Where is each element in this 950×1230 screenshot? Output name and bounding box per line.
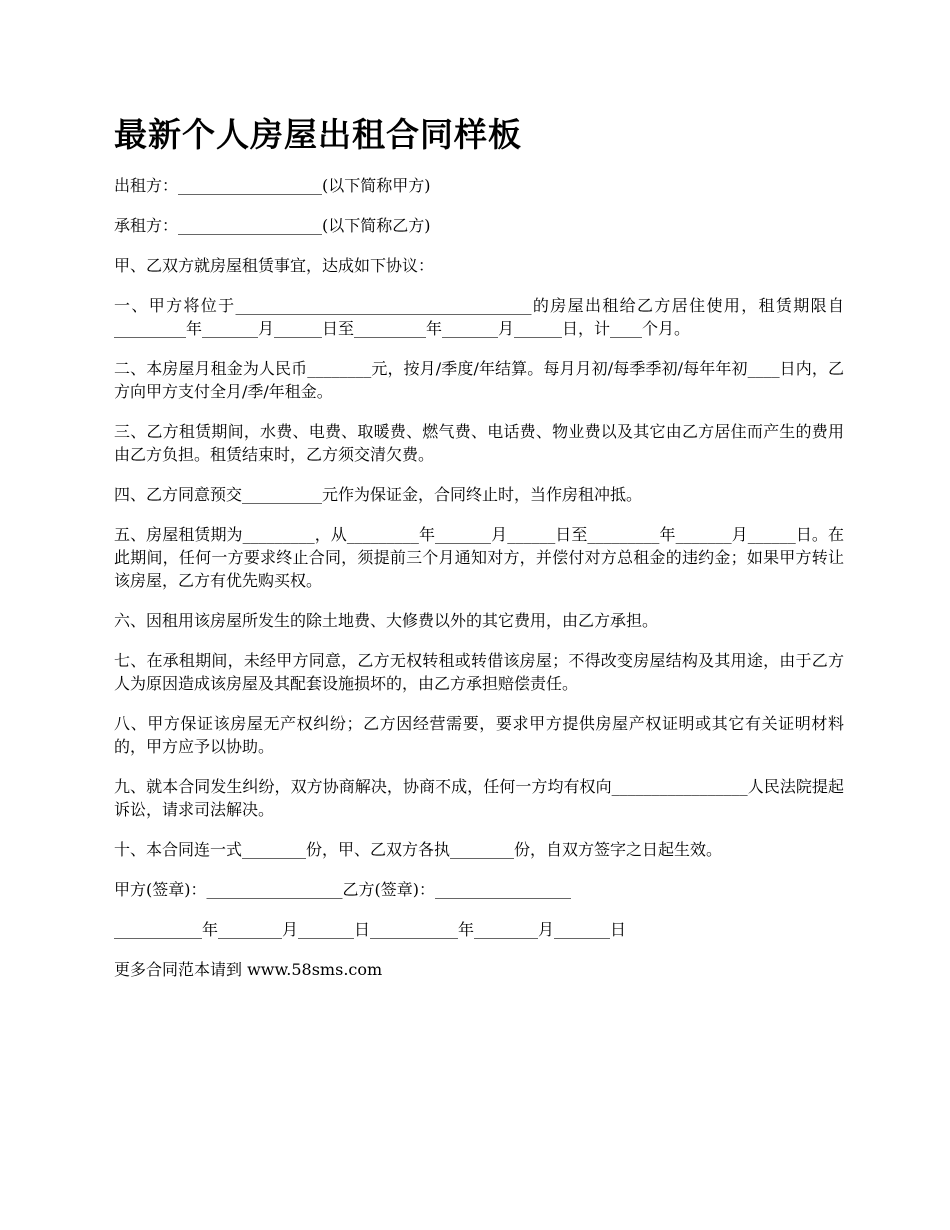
clause-2: 二、本房屋月租金为人民币________元，按月/季度/年结算。每月月初/每季季初/每年年初____日内，乙方向甲方支付全月/季/年租金。 [114,359,844,401]
clause-5: 五、房屋租赁期为_________，从_________年_______月______日至_________年_______月______日。在此期间，任何一方要求终止合同，须提前三个月通知对方，并偿付对方总租金的违约金；如果甲方转让该房屋，乙方有优先购买权。 [114,525,844,590]
agreement-intro: 甲、乙双方就房屋租赁事宜，达成如下协议： [114,256,435,275]
clause-9: 九、就本合同发生纠纷，双方协商解决，协商不成，任何一方均有权向_________________人民法院提起诉讼，请求司法解决。 [114,777,844,819]
clause-3: 三、乙方租赁期间，水费、电费、取暖费、燃气费、电话费、物业费以及其它由乙方居住而产生的费用由乙方负担。租赁结束时，乙方须交清欠费。 [114,422,844,464]
clause-8: 八、甲方保证该房屋无产权纠纷；乙方因经营需要，要求甲方提供房屋产权证明或其它有关证明材料的，甲方应予以协助。 [114,714,844,756]
footer-link-text: 更多合同范本请到 www.58sms.com [114,960,383,979]
clause-4: 四、乙方同意预交__________元作为保证金，合同终止时，当作房租冲抵。 [114,485,643,504]
document-title: 最新个人房屋出租合同样板 [114,115,522,154]
clause-7: 七、在承租期间，未经甲方同意，乙方无权转租或转借该房屋；不得改变房屋结构及其用途，由于乙方人为原因造成该房屋及其配套设施损坏的，由乙方承担赔偿责任。 [114,651,844,693]
party-a-line: 出租方：__________________(以下简称甲方) [114,176,431,195]
date-line: ___________年________月_______日___________年________月_______日 [114,920,627,939]
clause-1: 一、甲方将位于_____________________________________的房屋出租给乙方居住使用，租赁期限自_________年_______月______日至_________年_______月______日，计____个月。 [114,296,844,338]
clause-6: 六、因租用该房屋所发生的除土地费、大修费以外的其它费用，由乙方承担。 [114,611,659,630]
party-b-line: 承租方：__________________(以下简称乙方) [114,216,431,235]
signature-line: 甲方(签章)：_________________乙方(签章)：_________________ [114,880,571,899]
clause-10: 十、本合同连一式________份，甲、乙双方各执________份，自双方签字之日起生效。 [114,840,723,859]
contract-page [114,112,844,998]
